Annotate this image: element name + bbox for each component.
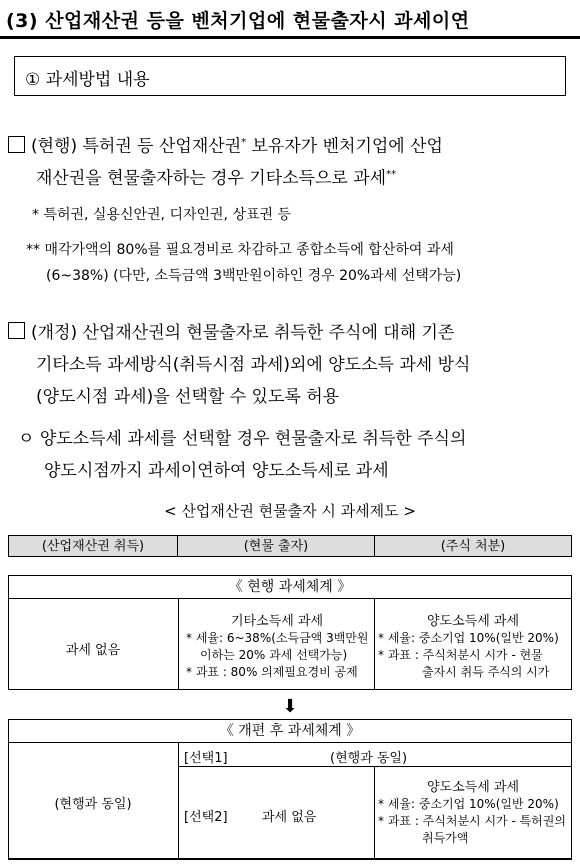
revision-line-2: 기타소득 과세방식(취득시점 과세)외에 양도소득 과세 방식 [36,355,471,375]
divider [178,766,572,767]
checkbox-square-icon [8,136,25,153]
option-1-label: [선택1] [184,751,228,766]
title-rule [0,36,580,39]
option-2-text: 과세 없음 [262,810,317,825]
revision-bullet-line-2: 양도시점까지 과세이연하여 양도소득세로 과세 [44,461,389,481]
other-income-tax-details: * 세율: 6~38%(소득금액 3백만원 이하는 20% 과세 선택가능) * 과표 : 80% 의제필요경비 공제 [186,631,369,679]
other-income-tax-title: 기타소득세 과세 [230,614,324,629]
current-scheme-title: 《 현행 과세체계 》 [8,575,572,599]
current-line-2: 재산권을 현물출자하는 경우 기타소득으로 과세** [36,168,397,189]
header-contribution: (현물 출자) [178,535,374,557]
option-1-text: (현행과 동일) [330,751,408,766]
revision-bullet-line-1: ㅇ 양도소득세 과세를 선택할 경우 현물출자로 취득한 주식의 [18,429,467,449]
revised-same-as-current: (현행과 동일) [54,797,132,812]
footnote-mark: ** [386,169,397,180]
current-no-tax: 과세 없음 [65,643,121,658]
revision-line-3: (양도시점 과세)을 선택할 수 있도록 허용 [36,387,340,407]
capital-gains-tax-details: * 세율: 중소기업 10%(일반 20%) * 과표 : 주식처분시 시가 - 현물 출자시 취득 주식의 시가 [378,631,559,679]
option-2-capital-gains-title: 양도소득세 과세 [426,780,520,795]
footnote-2-line-2: (6~38%) (다만, 소득금액 3백만원이하인 경우 20%과세 선택가능) [46,268,462,284]
table-caption: < 산업재산권 현물출자 시 과세제도 > [164,502,416,520]
option-2-label: [선택2] [184,810,228,825]
method-box-label: ① 과세방법 내용 [25,70,150,90]
page-title: (3) 산업재산권 등을 벤처기업에 현물출자시 과세이연 [6,10,470,32]
revision-line-1: (개정) 산업재산권의 현물출자로 취득한 주식에 대해 기존 [8,318,454,348]
divider [178,742,179,860]
option-2-capital-gains-details: * 세율: 중소기업 10%(일반 20%) * 과표 : 주식처분시 시가 - 특허권의 취득가액 [378,797,566,845]
capital-gains-tax-title: 양도소득세 과세 [426,614,520,629]
footnote-mark: * [241,137,247,148]
divider [374,766,375,860]
footnote-2-line-1: ** 매각가액의 80%를 필요경비로 차감하고 종합소득에 합산하여 과세 [26,242,454,258]
method-box [14,56,566,96]
header-disposal: (주식 처분) [374,535,572,557]
revised-scheme-title: 《 개편 후 과세체계 》 [8,719,572,743]
current-line-1: (현행) 특허권 등 산업재산권* 보유자가 벤처기업에 산업 [8,128,443,162]
header-acquisition: (산업재산권 취득) [8,535,178,557]
checkbox-square-icon [8,322,25,339]
footnote-1: * 특허권, 실용신안권, 디자인권, 상표권 등 [32,207,291,223]
down-arrow-icon: ⬇ [282,696,298,717]
divider [178,598,179,690]
